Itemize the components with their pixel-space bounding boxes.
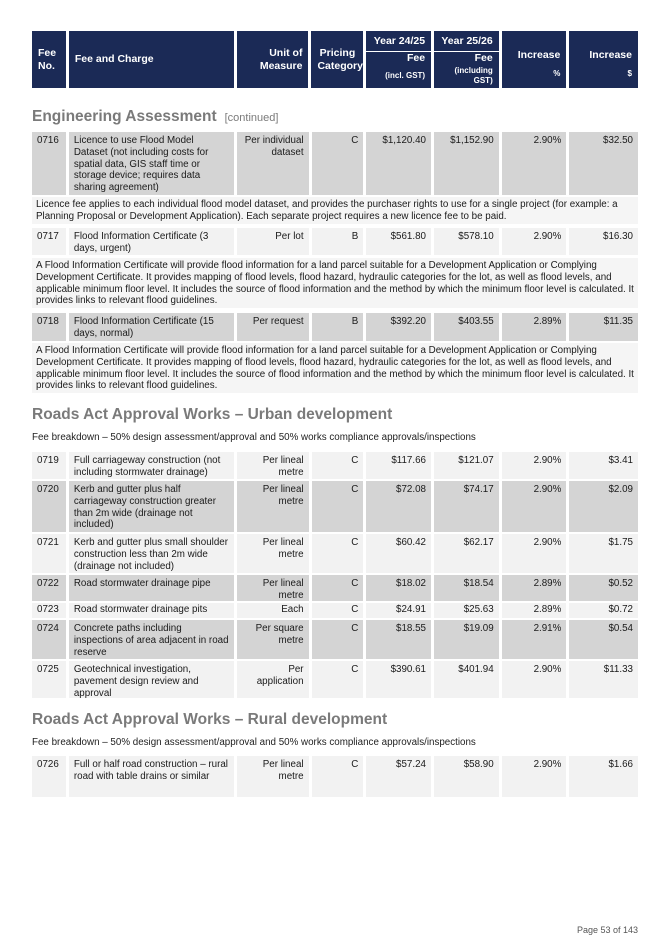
header-year2-sub: (including GST) <box>454 66 493 85</box>
fee-year1: $1,120.40 <box>366 132 431 195</box>
unit-of-measure: Per lineal metre <box>237 575 309 601</box>
increase-amt: $16.30 <box>569 228 638 255</box>
fee-no: 0718 <box>32 313 66 341</box>
increase-pct: 2.90% <box>502 452 567 479</box>
fee-name: Geotechnical investigation, pavement design review and approval <box>69 661 234 698</box>
header-increase-amt-label: Increase <box>589 49 632 61</box>
section-title-text: Engineering Assessment <box>32 108 217 125</box>
unit-of-measure: Per individual dataset <box>237 132 309 195</box>
table-row <box>32 313 638 341</box>
header-year1-sub: (incl. GST) <box>385 71 426 80</box>
fee-name: Licence to use Flood Model Dataset (not including costs for spatial data, GIS staff time or storage device; requires data sharing agreement) <box>69 132 234 195</box>
fee-name: Road stormwater drainage pits <box>69 603 234 618</box>
fee-breakdown-rural: Fee breakdown – 50% design assessment/approval and 50% works compliance approvals/inspections <box>32 737 476 748</box>
fee-description: A Flood Information Certificate will provide flood information for a land parcel suitable for a Development Application or Complying Development Certificate. It provides mapping of flood levels, flood hazard, hydraulic categories for the lot, as well as flood levels, and applicable minimum floor level. It includes the source of flood information and the method by which the minimum floor level is calculated. It provides links to relevant flood guidelines. <box>32 258 638 308</box>
fee-year2: $18.54 <box>434 575 499 601</box>
header-increase-pct-label: Increase <box>517 49 561 61</box>
fee-year1: $24.91 <box>366 603 431 618</box>
header-year1-fee: Fee <box>407 51 426 64</box>
header-pricing-category: Pricing Category <box>311 31 363 88</box>
fee-name: Flood Information Certificate (15 days, normal) <box>69 313 234 341</box>
table-row <box>32 756 638 797</box>
increase-amt: $2.09 <box>569 481 638 532</box>
fee-no: 0726 <box>32 756 66 797</box>
fee-no: 0721 <box>32 534 66 573</box>
fee-no: 0716 <box>32 132 66 195</box>
pricing-category: C <box>312 452 364 479</box>
fee-year2: $62.17 <box>434 534 499 573</box>
fee-name: Kerb and gutter plus half carriageway construction greater than 2m wide (drainage not included) <box>69 481 234 532</box>
increase-amt: $11.35 <box>569 313 638 341</box>
fee-year1: $60.42 <box>366 534 431 573</box>
pricing-category: C <box>312 132 364 195</box>
increase-amt: $32.50 <box>569 132 638 195</box>
section-continued: [continued] <box>224 112 279 124</box>
header-increase-amt <box>569 31 638 88</box>
fee-no: 0722 <box>32 575 66 601</box>
section-title-rural: Roads Act Approval Works – Rural development <box>32 711 388 728</box>
fee-no: 0725 <box>32 661 66 698</box>
increase-pct: 2.89% <box>502 575 567 601</box>
fee-year2: $19.09 <box>434 620 499 659</box>
pricing-category: B <box>312 228 364 255</box>
increase-amt: $0.54 <box>569 620 638 659</box>
table-row <box>32 481 638 532</box>
increase-pct: 2.90% <box>502 132 567 195</box>
fee-no: 0720 <box>32 481 66 532</box>
table-row <box>32 534 638 573</box>
table-row <box>32 132 638 195</box>
unit-of-measure: Per lineal metre <box>237 452 309 479</box>
page-number: Page 53 of 143 <box>576 925 638 935</box>
increase-amt: $11.33 <box>569 661 638 698</box>
pricing-category: C <box>312 661 364 698</box>
header-increase-pct <box>502 31 567 88</box>
table-row <box>32 452 638 479</box>
fee-year1: $18.55 <box>366 620 431 659</box>
table-header <box>32 31 638 88</box>
increase-amt: $1.66 <box>569 756 638 797</box>
fee-year2: $58.90 <box>434 756 499 797</box>
header-unit-of-measure: Unit of Measure <box>237 31 309 88</box>
unit-of-measure: Per application <box>237 661 309 698</box>
fee-no: 0719 <box>32 452 66 479</box>
fee-name: Kerb and gutter plus small shoulder construction less than 2m wide (drainage not included) <box>69 534 234 573</box>
fee-year2: $74.17 <box>434 481 499 532</box>
fee-year2: $578.10 <box>434 228 499 255</box>
section-title-engineering <box>32 108 278 126</box>
table-row <box>32 228 638 255</box>
fee-year1: $72.08 <box>366 481 431 532</box>
fee-no: 0724 <box>32 620 66 659</box>
unit-of-measure: Per lineal metre <box>237 481 309 532</box>
fee-year1: $117.66 <box>366 452 431 479</box>
pricing-category: C <box>312 756 364 797</box>
increase-pct: 2.90% <box>502 661 567 698</box>
header-year2-fee: Fee <box>474 51 493 64</box>
fee-year1: $392.20 <box>366 313 431 341</box>
table-row <box>32 661 638 698</box>
increase-amt: $0.52 <box>569 575 638 601</box>
pricing-category: C <box>312 481 364 532</box>
fee-name: Full or half road construction – rural road with table drains or similar <box>69 756 234 797</box>
unit-of-measure: Per lineal metre <box>237 534 309 573</box>
pricing-category: B <box>312 313 364 341</box>
header-increase-pct-sub: % <box>553 68 561 78</box>
fee-year2: $1,152.90 <box>434 132 499 195</box>
fee-year2: $403.55 <box>434 313 499 341</box>
increase-pct: 2.90% <box>502 481 567 532</box>
fee-year1: $561.80 <box>366 228 431 255</box>
increase-pct: 2.90% <box>502 228 567 255</box>
unit-of-measure: Per request <box>237 313 309 341</box>
table-row <box>32 620 638 659</box>
increase-amt: $1.75 <box>569 534 638 573</box>
header-year2-title: Year 25/26 <box>441 35 493 47</box>
fee-description: Licence fee applies to each individual flood model dataset, and provides the purchaser rights to use for a single project (for example: a Planning Proposal or Development Application). Each separate project requires a new licence fee to be paid. <box>32 197 638 224</box>
pricing-category: C <box>312 620 364 659</box>
table-row <box>32 575 638 601</box>
pricing-category: C <box>312 603 364 618</box>
fee-no: 0723 <box>32 603 66 618</box>
fee-year2: $25.63 <box>434 603 499 618</box>
fee-year1: $18.02 <box>366 575 431 601</box>
fee-name: Road stormwater drainage pipe <box>69 575 234 601</box>
header-fee-no: Fee No. <box>32 31 66 88</box>
unit-of-measure: Each <box>237 603 309 618</box>
fee-year1: $57.24 <box>366 756 431 797</box>
fee-no: 0717 <box>32 228 66 255</box>
fee-name: Full carriageway construction (not including stormwater drainage) <box>69 452 234 479</box>
increase-pct: 2.91% <box>502 620 567 659</box>
increase-amt: $0.72 <box>569 603 638 618</box>
header-year1 <box>366 31 431 88</box>
header-increase-amt-sub: $ <box>627 68 632 78</box>
table-row <box>32 603 638 618</box>
pricing-category: C <box>312 575 364 601</box>
header-year2 <box>434 31 499 88</box>
fee-year2: $121.07 <box>434 452 499 479</box>
pricing-category: C <box>312 534 364 573</box>
section-title-urban: Roads Act Approval Works – Urban development <box>32 406 393 423</box>
fee-year2: $401.94 <box>434 661 499 698</box>
unit-of-measure: Per lineal metre <box>237 756 309 797</box>
increase-pct: 2.89% <box>502 603 567 618</box>
unit-of-measure: Per lot <box>237 228 309 255</box>
header-fee-and-charge: Fee and Charge <box>69 31 234 88</box>
fee-description: A Flood Information Certificate will provide flood information for a land parcel suitable for a Development Application or Complying Development Certificate. It provides mapping of flood levels, flood hazard, hydraulic categories for the lot, as well as flood levels, and applicable minimum floor level. It includes the source of flood information and the method by which the minimum floor level is calculated. It provides links to relevant flood guidelines. <box>32 343 638 393</box>
increase-amt: $3.41 <box>569 452 638 479</box>
increase-pct: 2.90% <box>502 534 567 573</box>
fee-name: Flood Information Certificate (3 days, urgent) <box>69 228 234 255</box>
fee-year1: $390.61 <box>366 661 431 698</box>
header-year1-title: Year 24/25 <box>373 35 426 47</box>
unit-of-measure: Per square metre <box>237 620 309 659</box>
fee-breakdown-urban: Fee breakdown – 50% design assessment/approval and 50% works compliance approvals/inspections <box>32 432 476 443</box>
increase-pct: 2.90% <box>502 756 567 797</box>
fee-name: Concrete paths including inspections of area adjacent in road reserve <box>69 620 234 659</box>
increase-pct: 2.89% <box>502 313 567 341</box>
